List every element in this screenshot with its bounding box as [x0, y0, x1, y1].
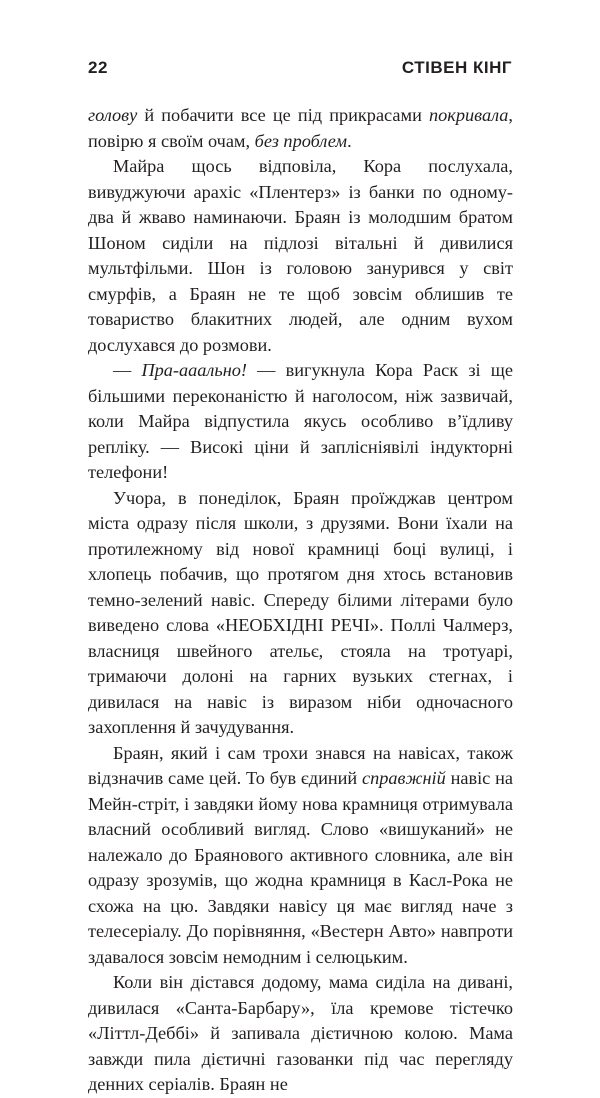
italic-text: покривала	[429, 105, 509, 125]
page-number: 22	[88, 58, 108, 77]
paragraph	[88, 154, 513, 358]
italic-text: Пра-ааально!	[141, 360, 248, 380]
paragraph	[88, 486, 513, 741]
text-segment: навіс на Мейн-стріт, і завдяки йому нова крамниця отримувала власний особливий вигляд. Слово «вишуканий» не належало до Браянового активного словника, але він одразу зрозумів, що жодна крамниця в Касл-Рока не схожа на цю. Завдяки навісу ця має вигляд наче з телесеріалу. До порівняння, «Вестерн Авто» навпроти здавалося зовсім немодним і селюцьким.	[88, 768, 513, 967]
body-text	[88, 103, 513, 1098]
text-segment: Коли він дістався додому, мама сиділа на дивані, дивилася «Санта-Барбару», їла кремове тістечко «Літтл-Деббі» й запивала дієтичною колою. Мама завжди пила дієтичні газованки під час перегляду денних серіалів. Браян не	[88, 972, 513, 1094]
text-segment: —	[113, 360, 142, 380]
text-segment: , повірю я своїм очам,	[88, 105, 513, 151]
running-header	[88, 54, 512, 82]
text-segment: Майра щось відповіла, Кора послухала, вивуджуючи арахіс «Плентерз» із банки по одному-два й жваво наминаючи. Браян із молодшим братом Шоном сиділи на підлозі вітальні й дивилися мультфільми. Шон із головою занурився у світ смурфів, а Браян не те щоб зовсім облишив те товариство блакитних людей, але одним вухом дослухався до розмови.	[88, 156, 513, 355]
paragraph	[88, 358, 513, 486]
paragraph	[88, 103, 513, 154]
italic-text: справжній	[362, 768, 446, 788]
text-segment: Браян, який і сам трохи знався на навісах, також відзначив саме цей. То був єдиний	[88, 742, 513, 788]
paragraph	[88, 741, 513, 971]
italic-text: голову	[88, 105, 138, 125]
text-segment: й побачити все це під прикрасами	[137, 105, 430, 125]
text-segment: — вигукнула Кора Раск зі ще більшими переконаністю й наголосом, ніж зазвичай, коли Майра відпустила якусь особливо в’їдливу репліку. — Високі ціни й заплісніявілі індукторні телефони!	[88, 360, 513, 482]
italic-text: без проблем	[254, 130, 348, 151]
text-segment: .	[347, 130, 352, 151]
text-segment: Учора, в понеділок, Браян проїжджав центром міста одразу після школи, з друзями. Вони їхали на протилежному від нової крамниці боці вулиці, і хлопець побачив, що протягом дня хтось встановив темно-зелений навіс. Спереду білими літерами було виведено слова «НЕОБХІДНІ РЕЧІ». Поллі Чалмерз, власниця швейного ательє, стояла на тротуарі, тримаючи долоні на гарних вузьких стегнах, і дивилася на навіс із виразом ніби одночасного захоплення й зачудування.	[88, 487, 513, 737]
running-title: СТІВЕН КІНГ	[401, 58, 512, 77]
paragraph	[88, 970, 513, 1098]
